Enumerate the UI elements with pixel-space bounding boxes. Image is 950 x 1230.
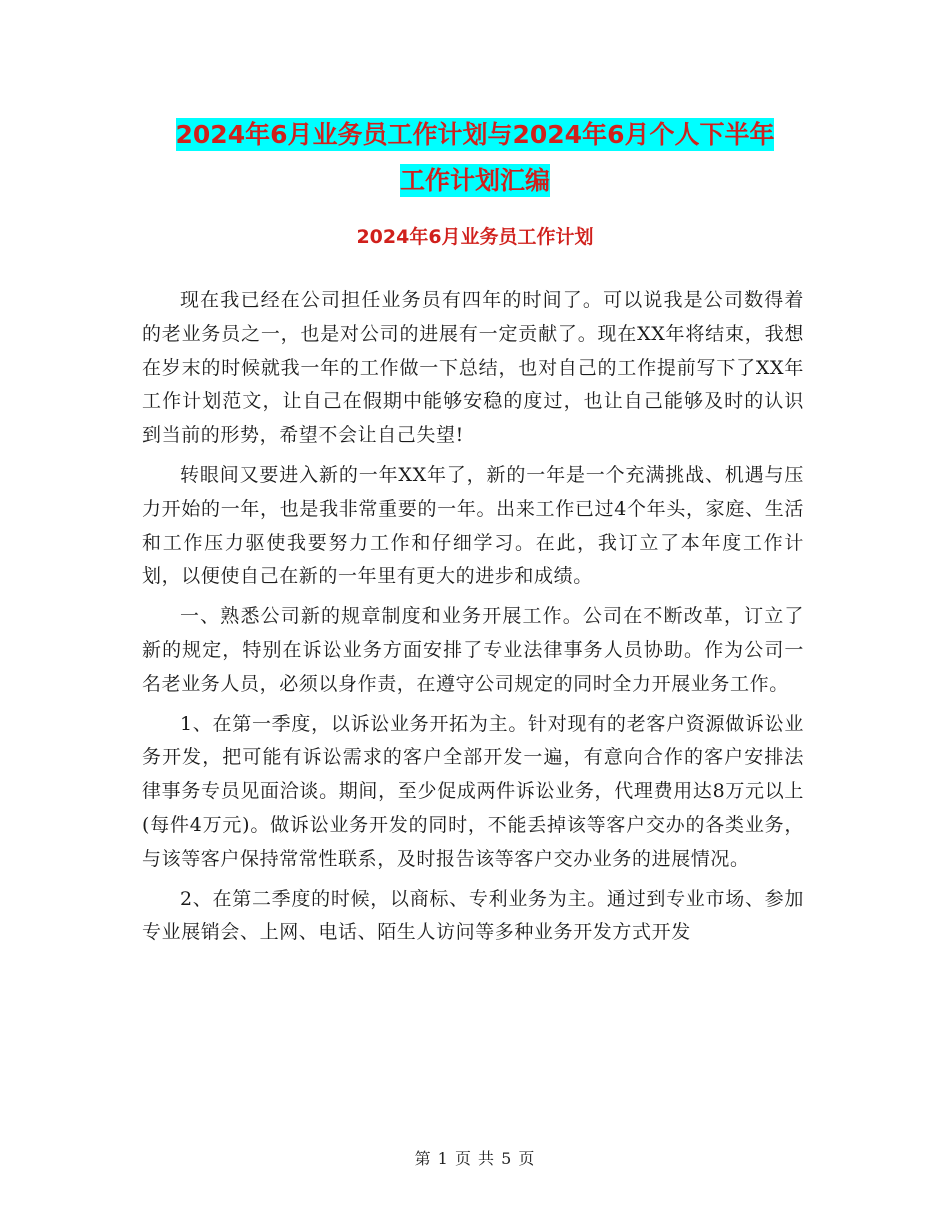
page-number-footer: 第 1 页 共 5 页 [414, 1149, 536, 1168]
paragraph-2: 转眼间又要进入新的一年XX年了，新的一年是一个充满挑战、机遇与压力开始的一年，也是我非常重要的一年。出来工作已过4个年头，家庭、生活和工作压力驱使我要努力工作和仔细学习。在此，我订立了本年度工作计划，以便使自己在新的一年里有更大的进步和成绩。 [142, 463, 804, 588]
section-title: 2024年6月业务员工作计划 [356, 226, 594, 248]
document-title-line-1: 2024年6月业务员工作计划与2024年6月个人下半年 [175, 120, 775, 149]
document-title-line-2: 工作计划汇编 [399, 166, 550, 195]
document-title [120, 112, 830, 204]
paragraph-3: 一、熟悉公司新的规章制度和业务开展工作。公司在不断改革，订立了新的规定，特别在诉讼业务方面安排了专业法律事务人员协助。作为公司一名老业务人员，必须以身作责，在遵守公司规定的同时全力开展业务工作。 [142, 605, 804, 695]
paragraph-1: 现在我已经在公司担任业务员有四年的时间了。可以说我是公司数得着的老业务员之一，也是对公司的进展有一定贡献了。现在XX年将结束，我想在岁末的时候就我一年的工作做一下总结，也对自己的工作提前写下了XX年工作计划范文，让自己在假期中能够安稳的度过，也让自己能够及时的认识到当前的形势，希望不会让自己失望! [142, 289, 804, 447]
document-body [142, 284, 804, 956]
paragraph-4: 1、在第一季度，以诉讼业务开拓为主。针对现有的老客户资源做诉讼业务开发，把可能有诉讼需求的客户全部开发一遍，有意向合作的客户安排法律事务专员见面洽谈。期间，至少促成两件诉讼业务，代理费用达8万元以上(每件4万元)。做诉讼业务开发的同时，不能丢掉该等客户交办的各类业务，与该等客户保持常常性联系，及时报告该等客户交办业务的进展情况。 [142, 712, 804, 870]
paragraph-5: 2、在第二季度的时候，以商标、专利业务为主。通过到专业市场、参加专业展销会、上网、电话、陌生人访问等多种业务开发方式开发 [142, 887, 804, 944]
